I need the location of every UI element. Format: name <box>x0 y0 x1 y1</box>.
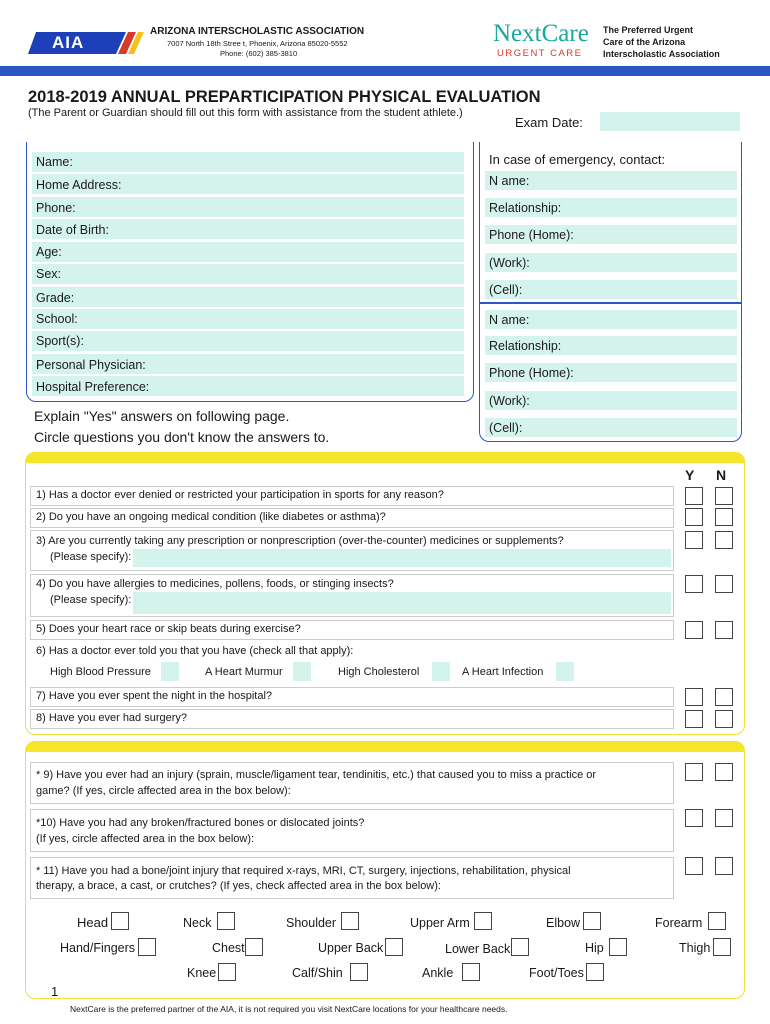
sex-input[interactable] <box>32 264 464 284</box>
header-bar <box>0 66 770 76</box>
q6-high-blood-pressure-checkbox[interactable] <box>161 662 179 681</box>
body-part-knee-checkbox[interactable] <box>218 963 236 981</box>
age-label: Age: <box>36 245 62 259</box>
q3-specify-input[interactable] <box>133 549 671 567</box>
questions-band-1 <box>25 452 745 463</box>
name-label: Name: <box>36 155 73 169</box>
sex-label: Sex: <box>36 267 62 281</box>
q4-specify-label: (Please specify): <box>50 594 132 606</box>
q10-text-line-1: *10) Have you had any broken/fractured bones or dislocated joints? <box>36 817 365 829</box>
q8-yes-checkbox[interactable] <box>685 710 703 728</box>
body-part-foot-toes-checkbox[interactable] <box>586 963 604 981</box>
body-part-upper-back-label: Upper Back <box>318 941 384 955</box>
aia-logo <box>28 32 148 54</box>
q6-opt-heart-murmur: A Heart Murmur <box>205 666 283 678</box>
body-part-elbow-label: Elbow <box>546 916 581 930</box>
q7-no-checkbox[interactable] <box>715 688 733 706</box>
q2-text: 2) Do you have an ongoing medical condition (like diabetes or asthma)? <box>36 511 386 523</box>
body-part-lower-back-checkbox[interactable] <box>511 938 529 956</box>
body-part-calf-shin-label: Calf/Shin <box>292 966 343 980</box>
q4-specify-input[interactable] <box>133 592 671 614</box>
contact1-work-label: (Work): <box>489 256 530 270</box>
q5-no-checkbox[interactable] <box>715 621 733 639</box>
exam-date-label: Exam Date: <box>515 115 583 130</box>
tagline-line-1: The Preferred Urgent <box>603 25 694 35</box>
body-part-knee-label: Knee <box>187 966 217 980</box>
body-part-thigh-label: Thigh <box>679 941 711 955</box>
emergency-heading: In case of emergency, contact: <box>489 152 666 167</box>
body-part-hip-label: Hip <box>585 941 604 955</box>
q6-opt-high-cholesterol: High Cholesterol <box>338 666 420 678</box>
q11-text-line-1: * 11) Have you had a bone/joint injury that required x-rays, MRI, CT, surgery, injections, rehabilitation, physical <box>36 865 571 877</box>
body-part-neck-label: Neck <box>183 916 212 930</box>
body-part-head-label: Head <box>77 915 109 930</box>
contact2-work-label: (Work): <box>489 394 530 408</box>
q11-text-line-2: therapy, a brace, a cast, or crutches? (If yes, check affected area in the box below): <box>36 880 441 892</box>
sports-input[interactable] <box>32 331 464 351</box>
emergency-divider <box>479 302 742 304</box>
q7-text: 7) Have you ever spent the night in the hospital? <box>36 690 273 702</box>
q10-text-line-2: (If yes, circle affected area in the box below): <box>36 833 255 845</box>
nextcare-logo: NextCare <box>493 20 589 47</box>
contact1-relationship-label: Relationship: <box>489 201 562 215</box>
body-part-forearm-label: Forearm <box>655 916 703 930</box>
body-part-hip-checkbox[interactable] <box>609 938 627 956</box>
contact1-home-label: Phone (Home): <box>489 228 574 242</box>
q8-no-checkbox[interactable] <box>715 710 733 728</box>
q6-heart-murmur-checkbox[interactable] <box>293 662 311 681</box>
org-phone: Phone: (602) 385-3810 <box>220 49 298 58</box>
q8-text: 8) Have you ever had surgery? <box>36 712 188 724</box>
body-part-calf-shin-checkbox[interactable] <box>350 963 368 981</box>
q11-row <box>30 857 674 899</box>
body-part-head-checkbox[interactable] <box>111 912 129 930</box>
body-part-chest-label: Chest <box>212 941 245 955</box>
q3-yes-checkbox[interactable] <box>685 531 703 549</box>
contact2-cell-input[interactable] <box>485 418 737 437</box>
form-subtitle: (The Parent or Guardian should fill out this form with assistance from the student athlete.) <box>28 107 463 119</box>
contact1-cell-label: (Cell): <box>489 283 523 297</box>
body-part-chest-checkbox[interactable] <box>245 938 263 956</box>
q11-no-checkbox[interactable] <box>715 857 733 875</box>
age-input[interactable] <box>32 242 464 262</box>
q4-yes-checkbox[interactable] <box>685 575 703 593</box>
q2-no-checkbox[interactable] <box>715 508 733 526</box>
school-input[interactable] <box>32 309 464 329</box>
body-part-neck-checkbox[interactable] <box>217 912 235 930</box>
body-part-upper-arm-checkbox[interactable] <box>474 912 492 930</box>
body-part-shoulder-label: Shoulder <box>286 916 337 930</box>
q2-yes-checkbox[interactable] <box>685 508 703 526</box>
q1-text: 1) Has a doctor ever denied or restricted your participation in sports for any reason? <box>36 489 444 501</box>
dob-label: Date of Birth: <box>36 223 109 237</box>
aia-logo-text: AIA <box>52 33 85 52</box>
instructions-line-1: Explain "Yes" answers on following page. <box>34 408 290 424</box>
contact2-relationship-label: Relationship: <box>489 339 562 353</box>
no-header: N <box>716 467 727 483</box>
sports-label: Sport(s): <box>36 334 84 348</box>
q6-opt-high-blood-pressure: High Blood Pressure <box>50 666 151 678</box>
body-part-thigh-checkbox[interactable] <box>713 938 731 956</box>
body-part-foot-toes-label: Foot/Toes <box>529 966 584 980</box>
contact1-cell-input[interactable] <box>485 280 737 299</box>
instructions-line-2: Circle questions you don't know the answers to. <box>34 429 330 445</box>
school-label: School: <box>36 312 78 326</box>
contact1-name-label: N ame: <box>489 174 530 188</box>
grade-label: Grade: <box>36 291 75 305</box>
home-address-label: Home Address: <box>36 178 122 192</box>
q5-text: 5) Does your heart race or skip beats during exercise? <box>36 623 301 635</box>
q9-yes-checkbox[interactable] <box>685 763 703 781</box>
tagline-line-3: Interscholastic Association <box>603 49 720 59</box>
page-number: 1 <box>51 984 59 999</box>
q9-no-checkbox[interactable] <box>715 763 733 781</box>
contact2-name-label: N ame: <box>489 313 530 327</box>
body-part-elbow-checkbox[interactable] <box>583 912 601 930</box>
q11-yes-checkbox[interactable] <box>685 857 703 875</box>
q1-yes-checkbox[interactable] <box>685 487 703 505</box>
physician-label: Personal Physician: <box>36 358 146 372</box>
q3-text: 3) Are you currently taking any prescription or nonprescription (over-the-counter) medicines or supplements? <box>36 535 564 547</box>
nextcare-sub: URGENT CARE <box>497 48 583 59</box>
q6-high-cholesterol-checkbox[interactable] <box>432 662 450 681</box>
q9-text-line-1: * 9) Have you ever had an injury (sprain, muscle/ligament tear, tendinitis, etc.) that caused you to miss a practice or <box>36 769 597 781</box>
hospital-label: Hospital Preference: <box>36 380 150 394</box>
q1-no-checkbox[interactable] <box>715 487 733 505</box>
body-part-upper-arm-label: Upper Arm <box>410 916 470 930</box>
phone-label: Phone: <box>36 201 76 215</box>
q6-heart-infection-checkbox[interactable] <box>556 662 574 681</box>
questions-band-2 <box>25 741 745 752</box>
body-part-lower-back-label: Lower Back <box>445 942 511 956</box>
org-address: 7007 North 18th Stree t, Phoenix, Arizona 85020-5552 <box>167 39 348 48</box>
body-part-forearm-checkbox[interactable] <box>708 912 726 930</box>
org-name: ARIZONA INTERSCHOLASTIC ASSOCIATION <box>150 26 365 37</box>
q3-specify-label: (Please specify): <box>50 551 132 563</box>
q4-no-checkbox[interactable] <box>715 575 733 593</box>
tagline-line-2: Care of the Arizona <box>603 37 686 47</box>
q10-no-checkbox[interactable] <box>715 809 733 827</box>
grade-input[interactable] <box>32 287 464 307</box>
body-part-upper-back-checkbox[interactable] <box>385 938 403 956</box>
body-part-ankle-label: Ankle <box>422 966 454 980</box>
body-part-ankle-checkbox[interactable] <box>462 963 480 981</box>
contact2-cell-label: (Cell): <box>489 421 523 435</box>
yes-header: Y <box>685 467 695 483</box>
body-part-hand-fingers-label: Hand/Fingers <box>60 941 136 955</box>
q10-row <box>30 809 674 852</box>
q5-yes-checkbox[interactable] <box>685 621 703 639</box>
phone-input[interactable] <box>32 197 464 217</box>
q6-text: 6) Has a doctor ever told you that you have (check all that apply): <box>36 645 354 657</box>
body-part-hand-fingers-checkbox[interactable] <box>138 938 156 956</box>
body-part-shoulder-checkbox[interactable] <box>341 912 359 930</box>
form-title: 2018-2019 ANNUAL PREPARTICIPATION PHYSICAL EVALUATION <box>28 88 541 106</box>
q7-yes-checkbox[interactable] <box>685 688 703 706</box>
q9-text-line-2: game? (If yes, circle affected area in the box below): <box>36 785 291 797</box>
q4-text: 4) Do you have allergies to medicines, pollens, foods, or stinging insects? <box>36 578 394 590</box>
name-input[interactable] <box>32 152 464 172</box>
q10-yes-checkbox[interactable] <box>685 809 703 827</box>
q6-opt-heart-infection: A Heart Infection <box>462 666 544 678</box>
footer-note: NextCare is the preferred partner of the AIA, it is not required you visit NextCare locations for your healthcare needs. <box>70 1004 508 1014</box>
q3-no-checkbox[interactable] <box>715 531 733 549</box>
exam-date-input[interactable] <box>600 112 740 131</box>
contact2-home-label: Phone (Home): <box>489 366 574 380</box>
